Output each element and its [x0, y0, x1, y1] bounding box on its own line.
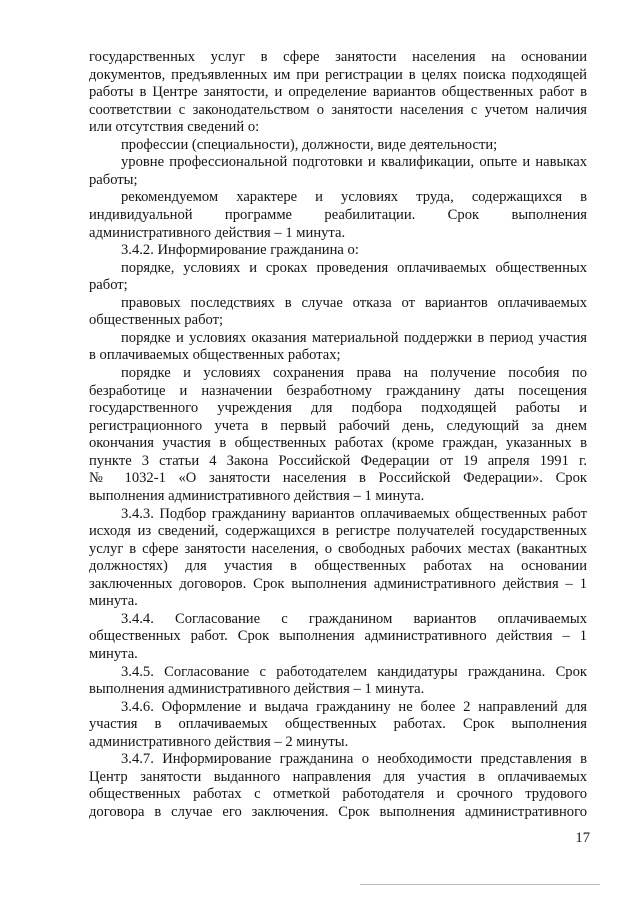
text-line: административного действия – 2 минуты.	[89, 734, 349, 750]
text-line: 3.4.2. Информирование гражданина о:	[121, 242, 359, 258]
text-line: правовых последствиях в случае отказа от вариантов оплачиваемых	[121, 295, 587, 311]
text-line: профессии (специальности), должности, виде деятельности;	[121, 137, 498, 153]
text-line: безработице и назначении безработному гражданину даты посещения	[89, 383, 587, 399]
text-line: работы в Центре занятости, и определение вариантов общественных работ в	[89, 84, 587, 100]
text-line: 3.4.7. Информирование гражданина о необходимости представления в	[121, 751, 587, 767]
text-line: общественных работах с отметкой работодателя и срочного трудового	[89, 786, 587, 802]
text-line: работ;	[89, 277, 128, 293]
text-line: 3.4.3. Подбор гражданину вариантов оплачиваемых общественных работ	[121, 506, 587, 522]
text-line: должностях) для участия в общественных работах на основании	[89, 558, 587, 574]
text-line: выполнения административного действия – 1 минута.	[89, 488, 425, 504]
text-line: порядке, условиях и сроках проведения оплачиваемых общественных	[121, 260, 587, 276]
text-line: 3.4.5. Согласование с работодателем кандидатуры гражданина. Срок	[121, 664, 587, 680]
text-line: услуг в сфере занятости населения, о свободных рабочих местах (вакантных	[89, 541, 587, 557]
text-line: выполнения административного действия – 1 минута.	[89, 681, 425, 697]
text-line: или отсутствия сведений о:	[89, 119, 260, 135]
text-line: минута.	[89, 646, 138, 662]
text-line: Центр занятости выданного направления для участия в оплачиваемых	[89, 769, 587, 785]
text-line: регистрационного учета в первый рабочий день, следующий за днем	[89, 418, 587, 434]
text-line: документов, предъявленных им при регистрации в целях поиска подходящей	[89, 67, 587, 83]
text-line: заключенных договоров. Срок выполнения административного действия – 1	[89, 576, 587, 592]
text-line: работы;	[89, 172, 138, 188]
text-line: исходя из сведений, содержащихся в регистре получателей государственных	[89, 523, 587, 539]
page-bottom-rule	[360, 884, 600, 885]
text-line: административного действия – 1 минута.	[89, 225, 346, 241]
text-line: индивидуальной программе реабилитации. Срок выполнения	[89, 207, 587, 223]
text-line: 3.4.6. Оформление и выдача гражданину не более 2 направлений для	[121, 699, 587, 715]
page-number: 17	[575, 830, 590, 846]
text-line: договора в случае его заключения. Срок выполнения административного	[89, 804, 587, 820]
text-line: в оплачиваемых общественных работах;	[89, 347, 341, 363]
text-line: порядке и условиях оказания материальной поддержки в период участия	[121, 330, 587, 346]
text-line: общественных работ;	[89, 312, 224, 328]
text-line: 3.4.4. Согласование с гражданином вариантов оплачиваемых	[121, 611, 587, 627]
text-line: порядке и условиях сохранения права на получение пособия по	[121, 365, 587, 381]
text-line: уровне профессиональной подготовки и квалификации, опыте и навыках	[121, 154, 587, 170]
text-line: пункте 3 статьи 4 Закона Российской Федерации от 19 апреля 1991 г.	[89, 453, 587, 469]
text-line: общественных работ. Срок выполнения административного действия – 1	[89, 628, 587, 644]
text-line: № 1032-1 «О занятости населения в Российской Федерации». Срок	[89, 470, 587, 486]
text-line: рекомендуемом характере и условиях труда, содержащихся в	[121, 189, 587, 205]
text-line: государственного учреждения для подбора подходящей работы и	[89, 400, 587, 416]
text-line: соответствии с законодательством о занятости населения с учетом наличия	[89, 102, 587, 118]
text-line: участия в оплачиваемых общественных работах. Срок выполнения	[89, 716, 587, 732]
text-line: минута.	[89, 593, 138, 609]
text-line: окончания участия в общественных работах (кроме граждан, указанных в	[89, 435, 587, 451]
text-line: государственных услуг в сфере занятости населения на основании	[89, 49, 587, 65]
